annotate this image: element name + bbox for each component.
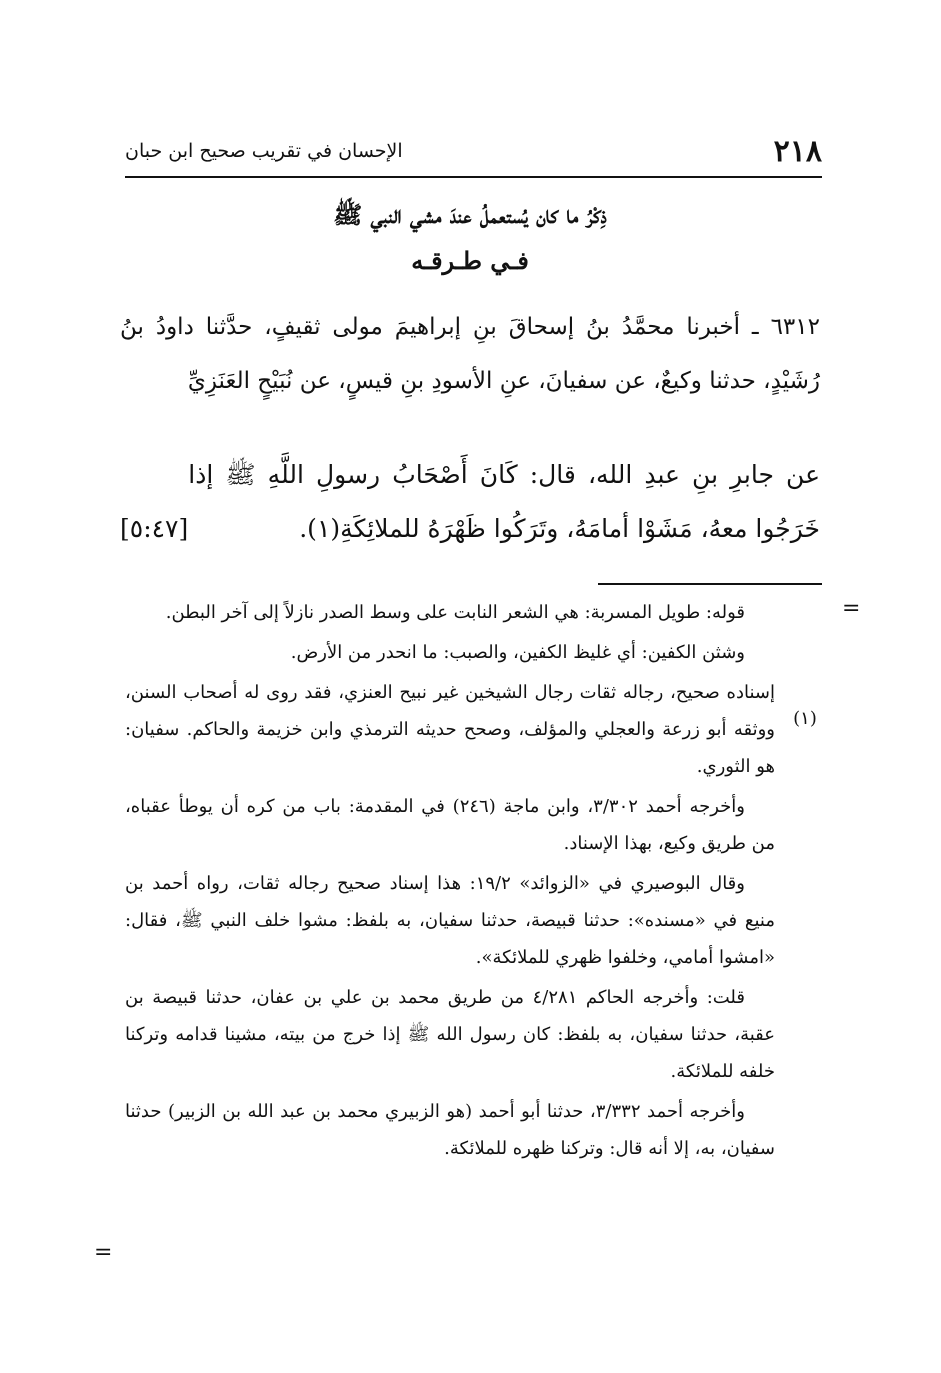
hadith-matn-text: عن جابرِ بنِ عبدِ الله، قال: كَانَ أَصْحَابُ رسولِ اللَّهِ ﷺ إذا خَرَجُوا معهُ، مَشَوْا أمامَهُ، وتَرَكُوا ظَهْرَهُ للملائِكَةِ(١).	[188, 460, 820, 543]
prev-note-paragraph: قوله: طويل المسربة: هي الشعر النابت على وسط الصدر نازلاً إلى آخر البطن.	[165, 602, 745, 623]
footnote-divider	[598, 583, 822, 585]
running-title: الإحسان في تقريب صحيح ابن حبان	[125, 140, 403, 162]
footnote-paragraph: قلت: وأخرجه الحاكم ٤/٢٨١ من طريق محمد بن علي بن عفان، حدثنا قبيصة بن عقبة، حدثنا سفيان، به بلفظ: كان رسول الله ﷺ إذا خرج من بيته، مشينا قدامه وتركنا خلفه للملائكة.	[125, 987, 775, 1082]
footnote-paragraph: وأخرجه أحمد ٣/٣٣٢، حدثنا أبو أحمد (هو الزبيري محمد بن عبد الله بن الزبير) حدثنا سفيان، به، إلا أنه قال: وتركنا ظهره للملائكة.	[125, 1101, 775, 1159]
chapter-title: ذِكْرُ ما كان يُستعملُ عندَ مشي النبي ﷺ	[333, 200, 607, 229]
hadith-matn	[120, 448, 820, 556]
hadith-reference: [٥:٤٧]	[120, 514, 189, 543]
chapter-subtitle: فـي طـرقـه	[411, 246, 529, 275]
header-divider	[125, 176, 822, 178]
footnote-paragraph: وقال البوصيري في «الزوائد» ١٩/٢: هذا إسناد صحيح رجاله ثقات، رواه أحمد بن منيع في «مسنده»: حدثنا قبيصة، حدثنا سفيان، به بلفظ: مشوا خلف النبي ﷺ، فقال: «امشوا أمامي، وخلفوا ظهري للملائكة».	[125, 873, 775, 968]
footnotes	[125, 594, 775, 1170]
continuation-mark-top: =	[842, 596, 861, 621]
hadith-isnad: ٦٣١٢ ـ أخبرنا محمَّدُ بنُ إسحاقَ بنِ إبراهيمَ مولى ثقيفٍ، حدَّثنا داودُ بنُ رُشَيْدٍ، حدثنا وكيعٌ، عن سفيانَ، عنِ الأسودِ بنِ قيسٍ، عن نُبَيْحٍ العَنَزِيِّ	[120, 314, 820, 394]
footnote-marker: (١)	[793, 708, 817, 729]
continuation-mark-bottom: =	[94, 1240, 113, 1265]
page-number: ٢١٨	[773, 134, 822, 169]
prev-note-paragraph: وشثن الكفين: أي غليظ الكفين، والصبب: ما انحدر من الأرض.	[290, 642, 745, 663]
footnote-paragraph: وأخرجه أحمد ٣/٣٠٢، وابن ماجة (٢٤٦) في المقدمة: باب من كره أن يوطأ عقباه، من طريق وكيع، بهذا الإسناد.	[125, 796, 775, 854]
footnote-paragraph: إسناده صحيح، رجاله ثقات رجال الشيخين غير نبيح العنزي، فقد روى له أصحاب السنن، ووثقه أبو زرعة والعجلي والمؤلف، وصحح حديثه الترمذي وابن خزيمة والحاكم. سفيان: هو الثوري.	[125, 682, 775, 777]
running-header	[125, 132, 822, 172]
